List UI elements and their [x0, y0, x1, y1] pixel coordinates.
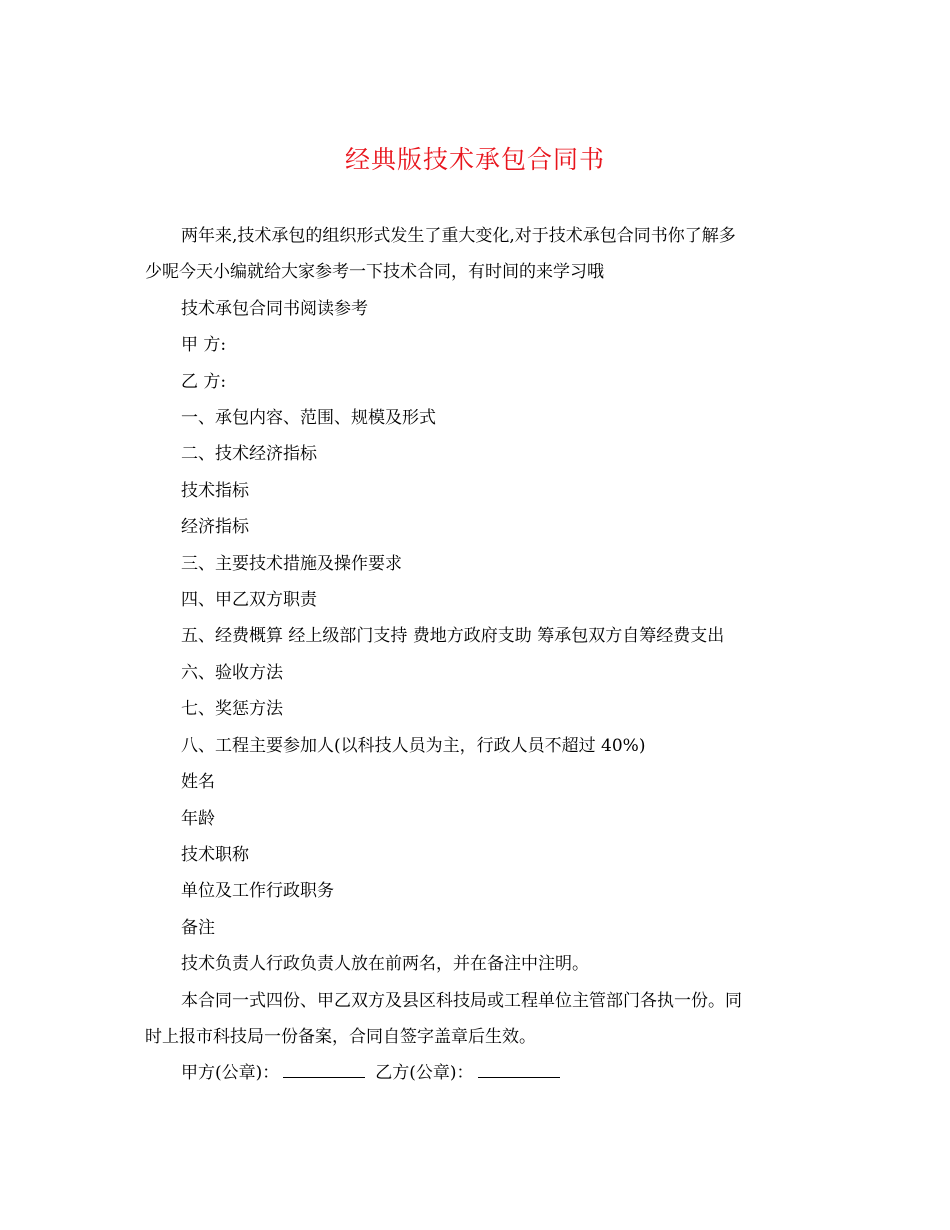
- responsible-person-note: 技术负责人行政负责人放在前两名，并在备注中注明。: [181, 954, 589, 975]
- field-technical-title: 技术职称: [181, 844, 249, 865]
- section-5-heading: 五、经费概算 经上级部门支持 费地方政府支助 筹承包双方自筹经费支出: [181, 626, 725, 647]
- party-b-seal-label: 乙方(公章)：: [375, 1063, 474, 1084]
- section-6-heading: 六、验收方法: [181, 662, 283, 683]
- closing-line-1: 本合同一式四份、甲乙双方及县区科技局或工程单位主管部门各执一份。同: [181, 990, 742, 1011]
- field-name: 姓名: [181, 772, 215, 793]
- section-7-heading: 七、奖惩方法: [181, 699, 283, 720]
- document-body: [145, 218, 805, 1092]
- section-8-heading: 八、工程主要参加人(以科技人员为主，行政人员不超过 40%): [181, 735, 646, 756]
- field-unit-and-position: 单位及工作行政职务: [181, 881, 334, 902]
- section-3-heading: 三、主要技术措施及操作要求: [181, 553, 402, 574]
- field-remarks: 备注: [181, 917, 215, 938]
- paragraph-party-b: 乙 方:: [181, 371, 227, 392]
- paragraph-party-a: 甲 方:: [181, 335, 227, 356]
- party-a-signature-blank: [283, 1059, 365, 1078]
- section-1-heading: 一、承包内容、范围、规模及形式: [181, 408, 436, 429]
- economic-indicators: 经济指标: [181, 517, 249, 538]
- section-4-heading: 四、甲乙双方职责: [181, 590, 317, 611]
- closing-line-2: 时上报市科技局一份备案，合同自签字盖章后生效。: [145, 1026, 536, 1047]
- field-age: 年龄: [181, 808, 215, 829]
- document-title: 经典版技术承包合同书: [344, 145, 605, 174]
- signature-line: [145, 1055, 805, 1091]
- section-2-heading: 二、技术经济指标: [181, 444, 317, 465]
- party-a-seal-label: 甲方(公章)：: [181, 1063, 280, 1084]
- party-b-signature-blank: [478, 1059, 560, 1078]
- paragraph-reading-reference: 技术承包合同书阅读参考: [181, 298, 368, 319]
- intro-line-2: 少呢今天小编就给大家参考一下技术合同，有时间的来学习哦: [145, 262, 604, 283]
- intro-line-1: 两年来,技术承包的组织形式发生了重大变化,对于技术承包合同书你了解多: [181, 226, 736, 246]
- technical-indicators: 技术指标: [181, 480, 249, 501]
